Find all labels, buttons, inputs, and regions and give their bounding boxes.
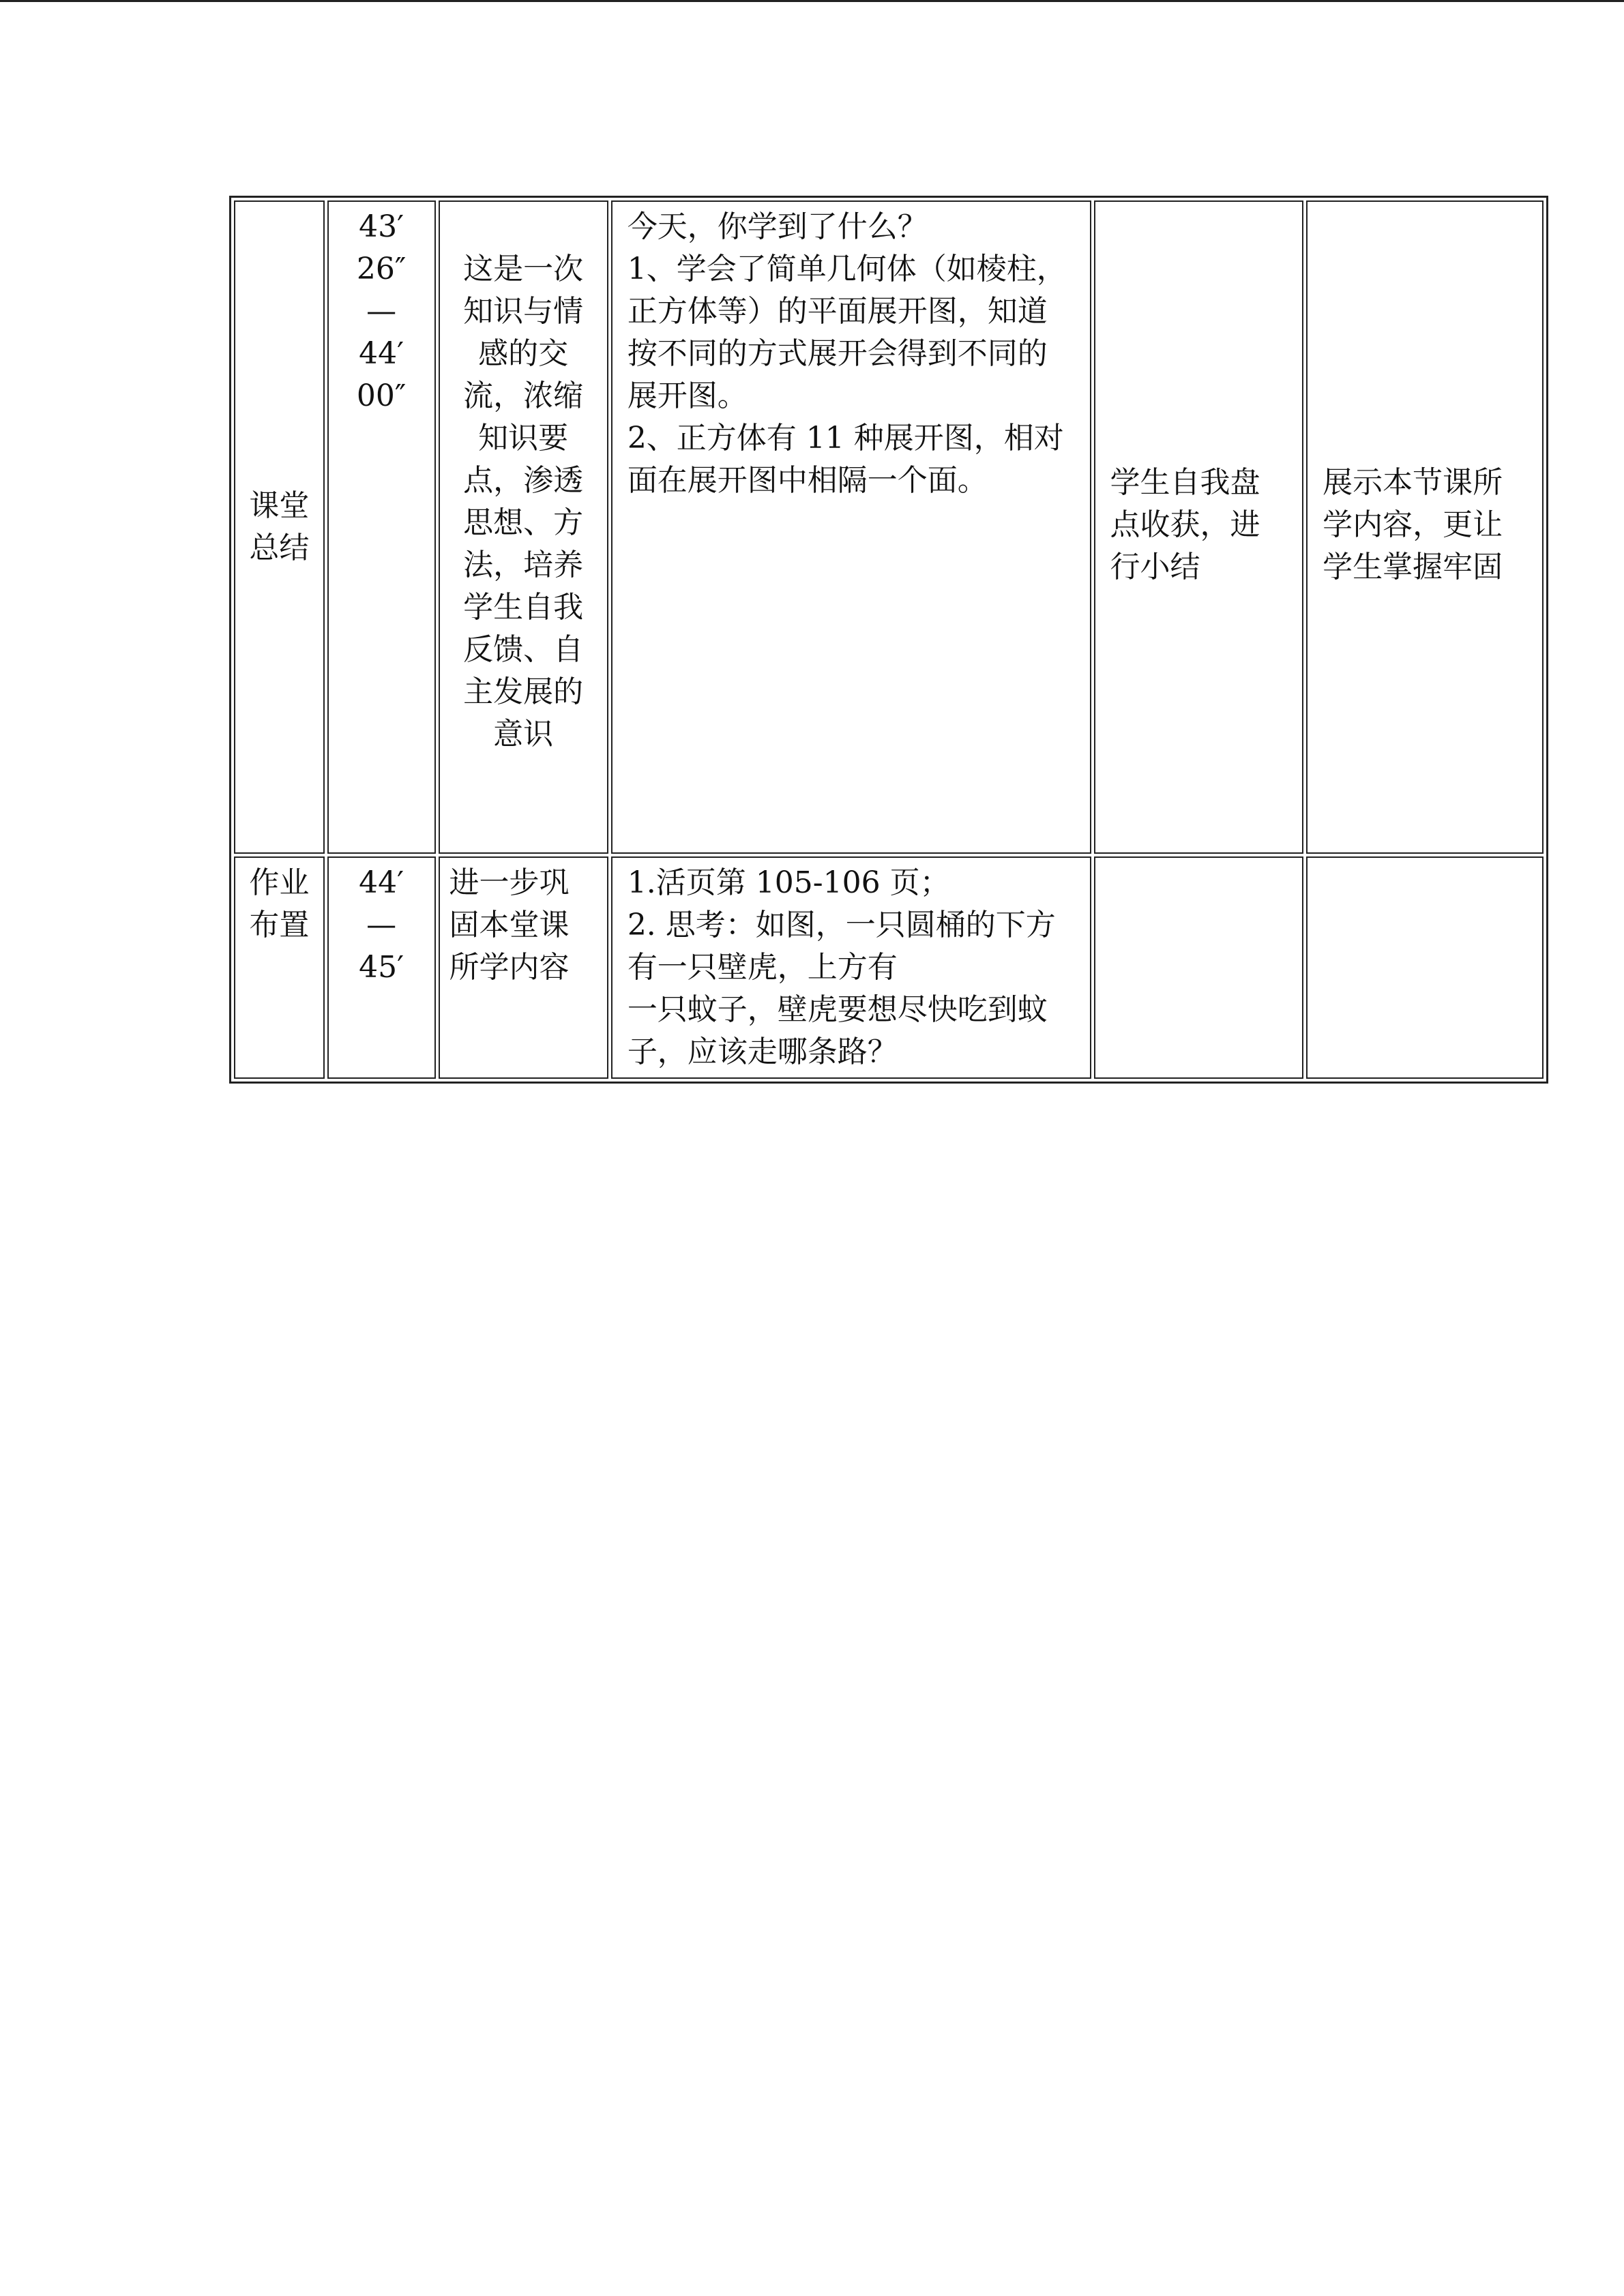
time-line: 00″ [356,378,407,413]
time-line: — [366,294,397,329]
stage-label: 作业布置 [249,865,310,942]
table-row-class-summary [234,200,1544,854]
time-line: 43′ [359,209,404,244]
page-top-border [0,0,1624,2]
content-line: 2. 思考：如图，一只圆桶的下方有一只壁虎，上方有 [627,908,1056,985]
time-cell [327,856,436,1079]
time-line: 44′ [359,336,404,371]
lesson-plan-table [229,196,1548,1084]
design-intent-text: 这是一次知识与情感的交流，浓缩知识要点，渗透思想、方法，培养学生自我反馈、自主发展的意识 [463,252,584,751]
table-row-homework [234,856,1544,1079]
student-activity-cell [1094,856,1304,1079]
purpose-cell [1306,200,1544,854]
time-line: 26″ [356,252,407,286]
content-line: 今天，你学到了什么？ [627,209,928,244]
student-activity-cell [1094,200,1304,854]
stage-cell [234,200,325,854]
time-line: 45′ [359,950,404,985]
content-line: 一只蚊子，壁虎要想尽快吃到蚊子，应该走哪条路？ [627,992,1048,1069]
teaching-content-cell [611,856,1091,1079]
purpose-text: 展示本节课所学内容，更让学生掌握牢固 [1323,465,1503,584]
time-cell [327,200,436,854]
stage-label: 课堂总结 [249,488,310,565]
design-intent-cell [439,856,608,1079]
teaching-content-cell [611,200,1091,854]
content-line: 2、正方体有 11 种展开图，相对面在展开图中相隔一个面。 [627,421,1064,498]
time-line: — [366,908,397,942]
time-line: 44′ [359,865,404,900]
stage-cell [234,856,325,1079]
content-line: 1、学会了简单几何体（如棱柱，正方体等）的平面展开图，知道按不同的方式展开会得到不同的展开图。 [627,252,1067,413]
design-intent-text: 进一步巩固本堂课所学内容 [449,865,570,985]
purpose-cell [1306,856,1544,1079]
design-intent-cell [439,200,608,854]
content-line: 1.活页第 105-106 页； [627,865,950,900]
student-activity-text: 学生自我盘点收获，进行小结 [1110,465,1260,584]
